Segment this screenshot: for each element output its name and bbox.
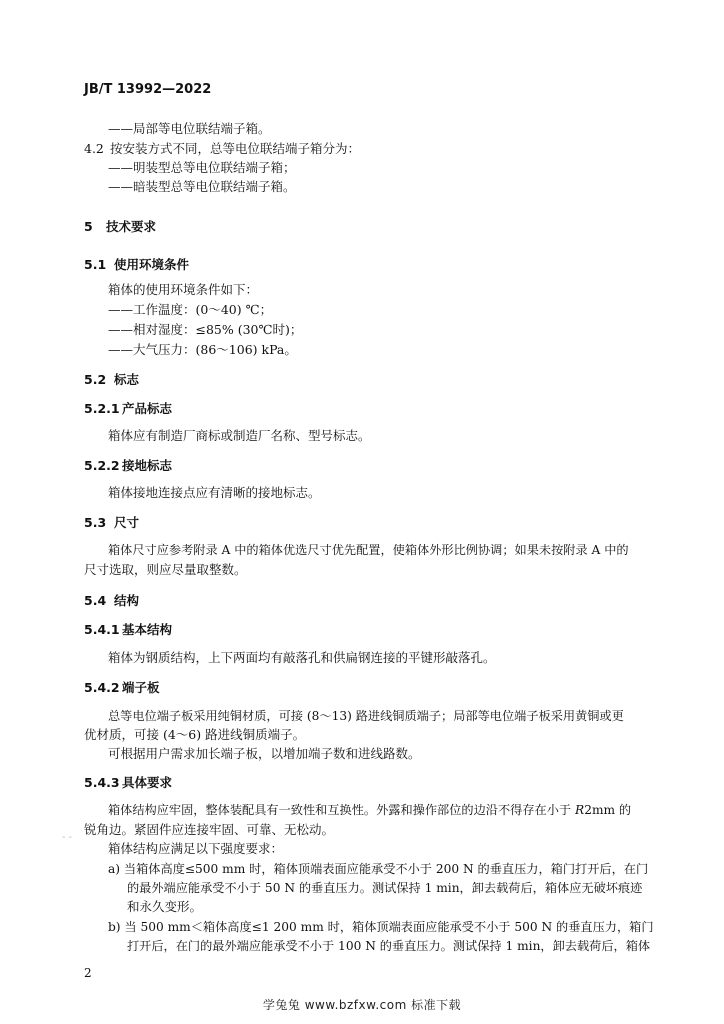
- section-heading-5-4-1: [84, 622, 172, 638]
- heading-number: 5.2.1: [84, 401, 120, 416]
- list-item: ——相对湿度：≤85% (30℃时)；: [108, 322, 303, 337]
- list-item: ——暗装型总等电位联结端子箱。: [108, 179, 296, 194]
- paragraph: 总等电位端子板采用纯铜材质，可接 (8～13) 路进线铜质端子；局部等电位端子板采用黄铜或更: [108, 709, 624, 723]
- list-item-b: b) 当 500 mm＜箱体高度≤1 200 mm 时，箱体顶端表面应能承受不小于 500 N 的垂直压力，箱门: [108, 920, 654, 934]
- heading-title: 标志: [114, 372, 140, 387]
- heading-number: 5.4: [84, 593, 107, 608]
- heading-title: 尺寸: [114, 515, 140, 530]
- paragraph: 箱体尺寸应参考附录 A 中的箱体优选尺寸优先配置，使箱体外形比例协调；如果未按附录 A 中的: [108, 543, 629, 557]
- clause-text: 按安装方式不同，总等电位联结端子箱分为：: [110, 141, 361, 156]
- section-heading-5-4: [84, 593, 139, 609]
- heading-number: 5.2.2: [84, 458, 120, 473]
- heading-title: 技术要求: [106, 219, 157, 234]
- heading-title: 结构: [114, 593, 140, 608]
- list-item: ——局部等电位联结端子箱。: [108, 121, 271, 136]
- radius-symbol: R: [575, 803, 585, 817]
- heading-title: 接地标志: [122, 458, 173, 473]
- paragraph: 可根据用户需求加长端子板，以增加端子数和进线路数。: [108, 746, 421, 761]
- heading-title: 使用环境条件: [114, 257, 190, 272]
- text-run: 2mm 的: [584, 803, 632, 817]
- text-run: 箱体结构应牢固，整体装配具有一致性和互换性。外露和操作部位的边沿不得存在小于: [108, 803, 572, 817]
- clause-4-2: [84, 141, 360, 157]
- list-item: ——大气压力：(86～106) kPa。: [108, 342, 297, 357]
- heading-number: 5.4.2: [84, 680, 120, 695]
- heading-number: 5: [84, 219, 93, 234]
- paragraph: 箱体为钢质结构，上下两面均有敲落孔和供扁钢连接的平键形敲落孔。: [108, 650, 496, 665]
- heading-title: 端子板: [122, 680, 160, 695]
- section-heading-5-3: [84, 515, 139, 531]
- scan-mark: - -: [62, 832, 72, 843]
- page-number: 2: [84, 966, 92, 980]
- heading-number: 5.4.3: [84, 775, 120, 790]
- paragraph-continuation: 尺寸选取，则应尽量取整数。: [84, 562, 247, 577]
- heading-number: 5.3: [84, 515, 107, 530]
- section-heading-5-2: [84, 372, 139, 388]
- heading-number: 5.2: [84, 372, 107, 387]
- standard-id: JB/T 13992—2022: [84, 82, 212, 97]
- section-heading-5-1: [84, 257, 189, 273]
- paragraph-continuation: 锐角边。紧固件应连接牢固、可靠、无松动。: [84, 822, 335, 837]
- list-item-a: a) 当箱体高度≤500 mm 时，箱体顶端表面应能承受不小于 200 N 的垂直压力，箱门打开后，在门: [108, 862, 649, 876]
- list-item: ——明装型总等电位联结端子箱；: [108, 160, 296, 175]
- list-item-b-continuation: 打开后，在门的最外端应能承受不小于 100 N 的垂直压力。测试保持 1 min，卸去载荷后，箱体: [127, 939, 651, 953]
- paragraph: 箱体结构应满足以下强度要求：: [108, 841, 284, 856]
- section-heading-5-2-1: [84, 401, 172, 417]
- section-heading-5-2-2: [84, 458, 172, 474]
- heading-title: 具体要求: [122, 775, 173, 790]
- clause-number: 4.2: [84, 141, 104, 156]
- list-item-a-continuation: 和永久变形。: [127, 899, 203, 914]
- list-item: ——工作温度：(0～40) ℃；: [108, 302, 273, 317]
- section-heading-5-4-2: [84, 680, 160, 696]
- heading-title: 产品标志: [122, 401, 173, 416]
- paragraph: [108, 802, 631, 818]
- paragraph: 箱体接地连接点应有清晰的接地标志。: [108, 485, 321, 500]
- paragraph: 箱体应有制造厂商标或制造厂名称、型号标志。: [108, 428, 371, 443]
- watermark-footer: 学兔兔 www.bzfxw.com 标准下载: [262, 998, 462, 1012]
- list-item-a-continuation: 的最外端应能承受不小于 50 N 的垂直压力。测试保持 1 min，卸去载荷后，箱体应无破坏痕迹: [127, 881, 643, 895]
- paragraph: 箱体的使用环境条件如下：: [108, 282, 259, 297]
- heading-title: 基本结构: [122, 622, 173, 637]
- section-heading-5: [84, 219, 156, 235]
- section-heading-5-4-3: [84, 775, 172, 791]
- paragraph-continuation: 优材质，可接 (4～6) 路进线铜质端子。: [84, 727, 306, 742]
- heading-number: 5.1: [84, 257, 107, 272]
- heading-number: 5.4.1: [84, 622, 120, 637]
